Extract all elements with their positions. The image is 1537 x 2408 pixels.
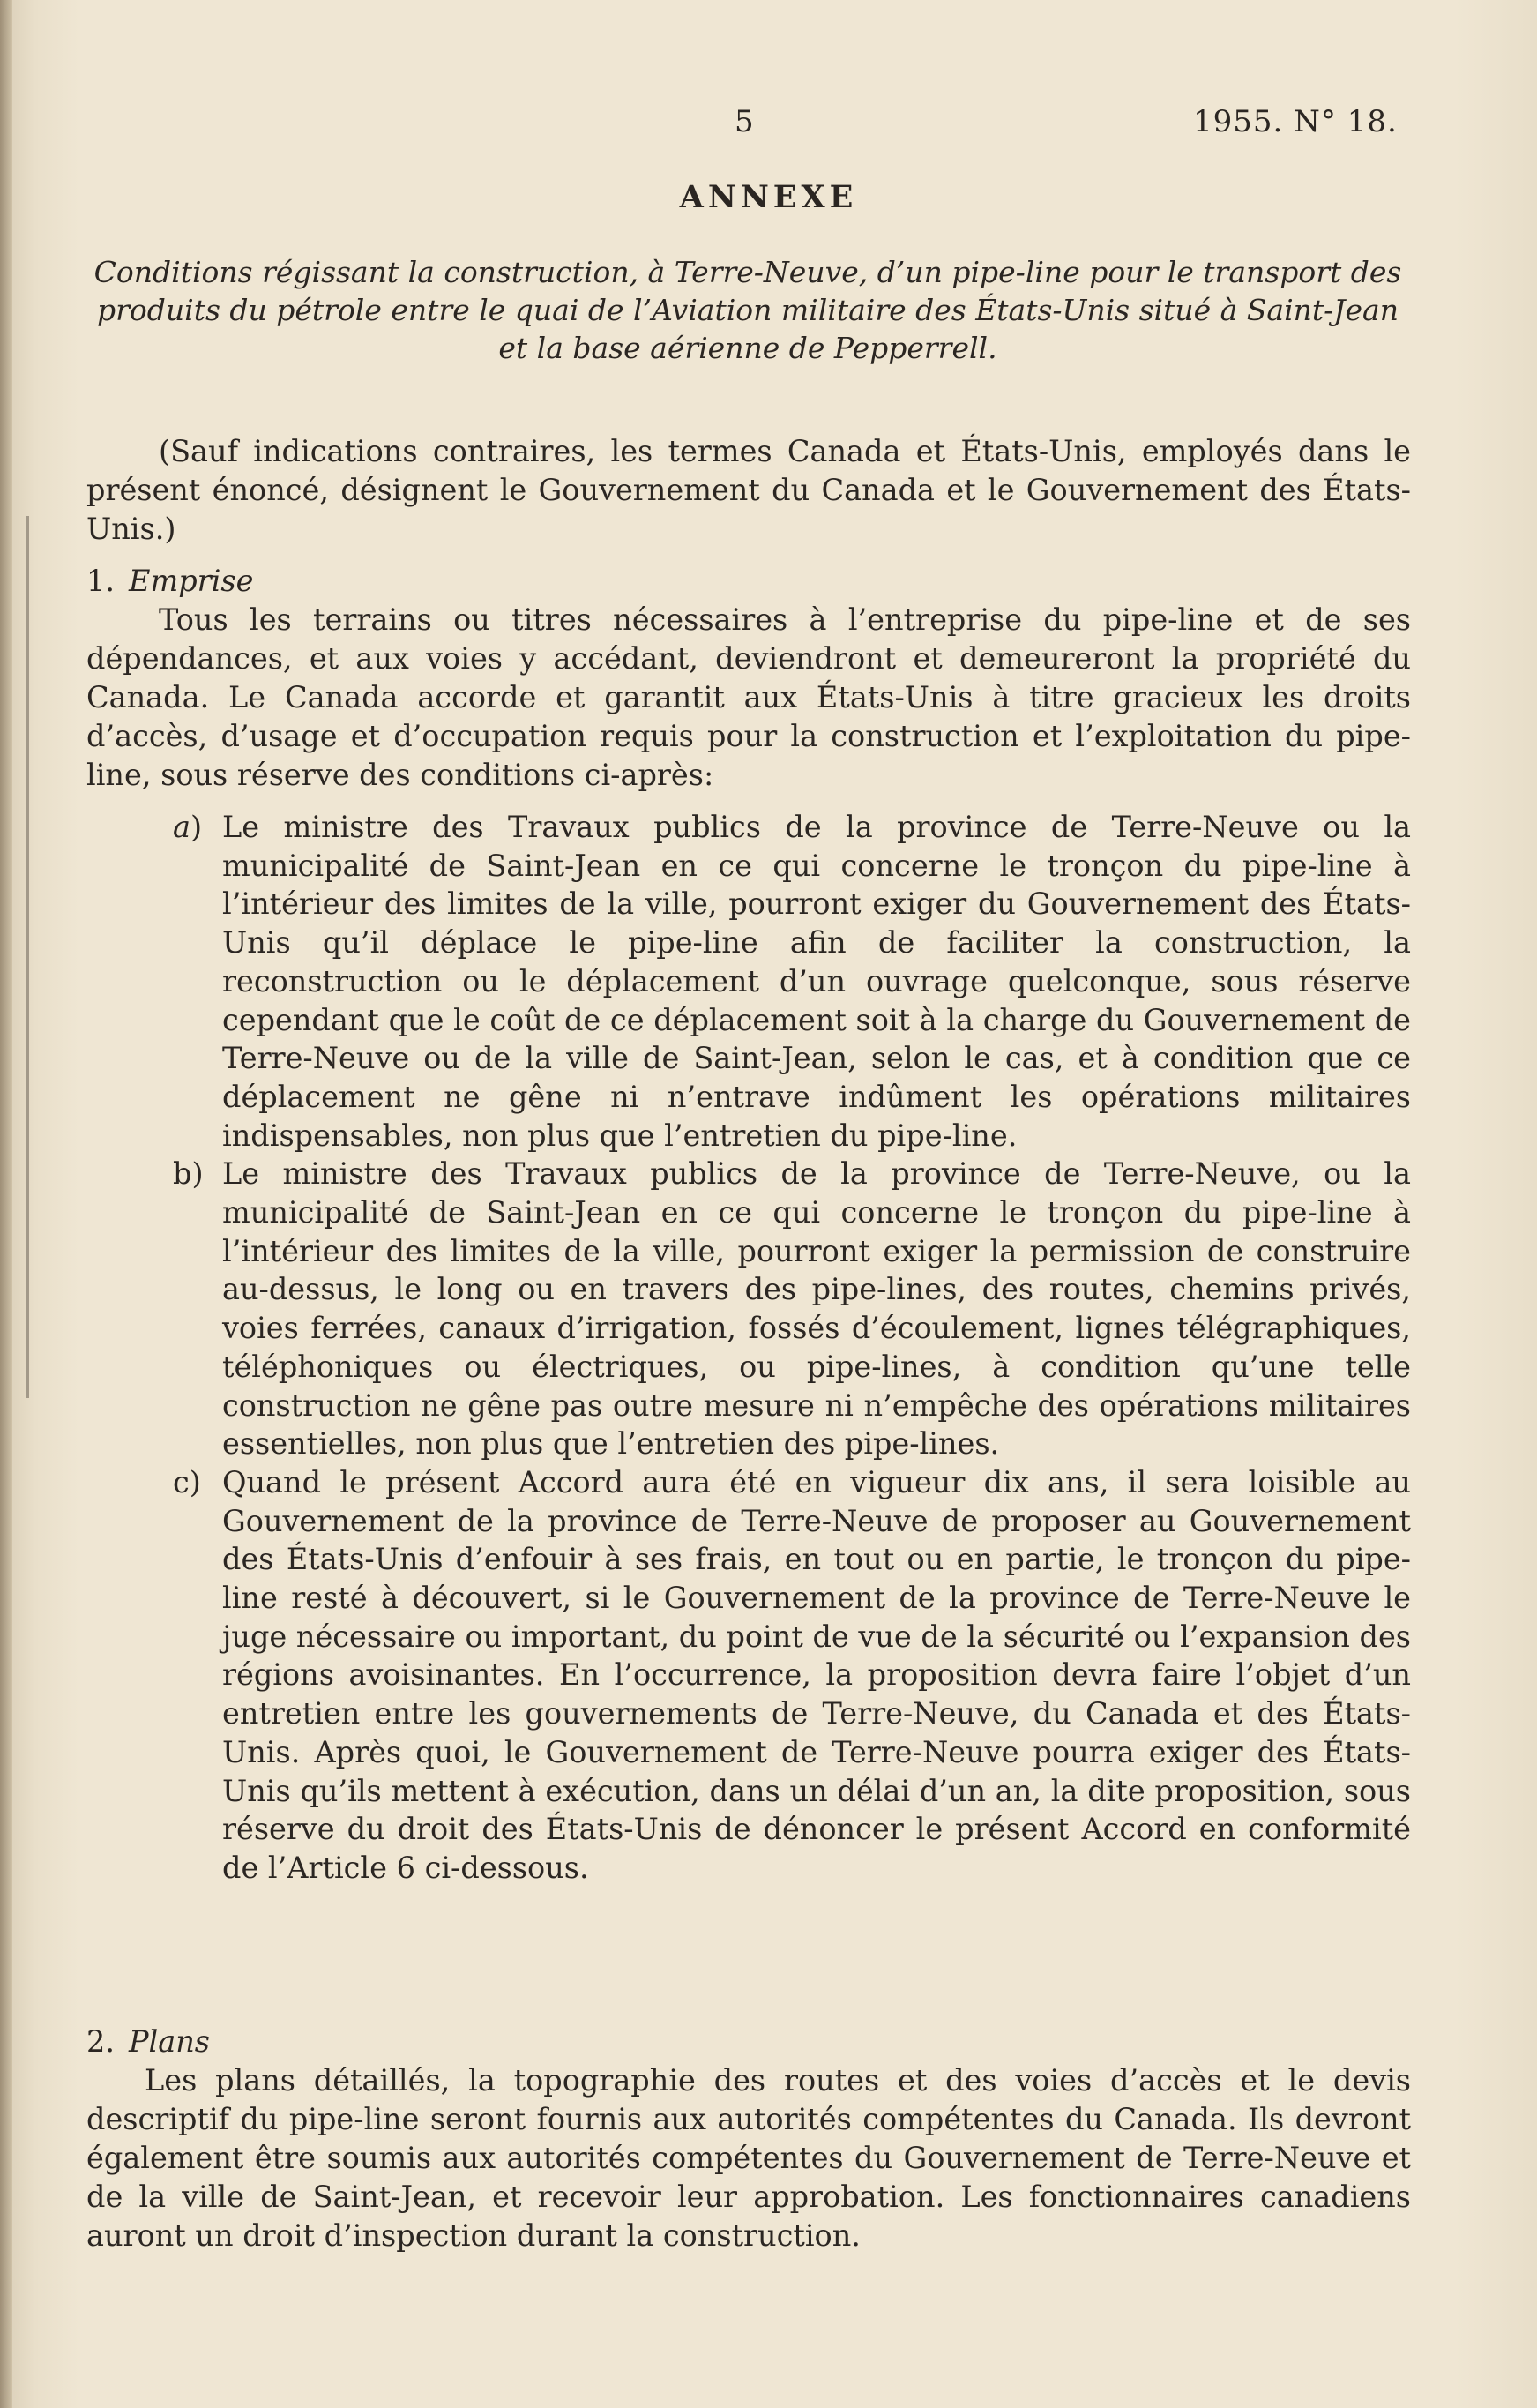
document-reference: 1955. N° 18. [1193,104,1398,139]
condition-label: a) [173,810,203,844]
section-number: 2. [86,2024,115,2059]
condition-label: b) [173,1156,204,1192]
page-binding-edge [0,0,12,2408]
section-title: Plans [129,2024,210,2059]
condition-item-a [173,808,1411,1155]
section-heading-plans [86,2023,210,2061]
condition-item-b [173,1155,1411,1463]
section-paragraph-plans: Les plans détaillés, la topographie des routes et des voies d’accès et le devis descriptif du pipe-line seront fournis aux autorités compétentes du Canada. Ils devront également être soumis aux autorités compétentes du Gouvernement de Terre-Neuve et de la ville de Saint-Jean, et recevoir leur approbation. Les fonctionnaires canadiens auront un droit d’inspection durant la construction. [86,2063,1411,2253]
condition-text: Le ministre des Travaux publics de la province de Terre-Neuve, ou la municipalité de Saint-Jean en ce qui concerne le tronçon du pipe-line à l’intérieur des limites de la ville, pourront exiger la permission de construire au-dessus, le long ou en travers des pipe-lines, des routes, chemins privés, voies ferrées, canaux d’irrigation, fossés d’écoulement, lignes télégraphiques, téléphoniques ou électriques, ou pipe-lines, à condition qu’une telle construction ne gêne pas outre mesure ni n’empêche des opérations militaires essentielles, non plus que l’entretien des pipe-lines. [222,1156,1411,1462]
annex-subtitle: Conditions régissant la construction, à Terre-Neuve, d’un pipe-line pour le transport des produits du pétrole entre le quai de l’Aviation militaire des États-Unis situé à Saint-Jean et la base aérienne de Pepperrell. [93,255,1402,365]
condition-label: c) [173,1464,201,1499]
intro-note: (Sauf indications contraires, les termes Canada et États-Unis, employés dans le présent énoncé, désignent le Gouvernement du Canada et le Gouvernement des États-Unis.) [86,434,1411,546]
margin-rule [26,516,29,1398]
section-heading-emprise [86,562,253,601]
section-number: 1. [86,564,115,598]
condition-list [173,808,1411,1888]
condition-text: Quand le présent Accord aura été en vigueur dix ans, il sera loisible au Gouvernement de la province de Terre-Neuve de proposer au Gouvernement des États-Unis d’enfouir à ses frais, en tout ou en partie, le tronçon du pipe-line resté à découvert, si le Gouvernement de la province de Terre-Neuve le juge nécessaire ou important, du point de vue de la sécurité ou l’expansion des régions avoisinantes. En l’occurrence, la proposition devra faire l’objet d’un entretien entre les gouvernements de Terre-Neuve, du Canada et des États-Unis. Après quoi, le Gouvernement de Terre-Neuve pourra exiger des États-Unis qu’ils mettent à exécution, dans un délai d’un an, la dite proposition, sous réserve du droit des États-Unis de dénoncer le présent Accord en conformité de l’Article 6 ci-dessous. [222,1464,1411,1885]
section-paragraph-emprise: Tous les terrains ou titres nécessaires à l’entreprise du pipe-line et de ses dépendances, et aux voies y accédant, deviendront et demeureront la propriété du Canada. Le Canada accorde et garantit aux États-Unis à titre gracieux les droits d’accès, d’usage et d’occupation requis pour la construction et l’exploitation du pipe-line, sous réserve des conditions ci-après: [86,602,1411,792]
condition-text: Le ministre des Travaux publics de la province de Terre-Neuve ou la municipalité de Saint-Jean en ce qui concerne le tronçon du pipe-line à l’intérieur des limites de la ville, pourront exiger du Gouvernement des États-Unis qu’il déplace le pipe-line afin de faciliter la construction, la reconstruction ou le déplacement d’un ouvrage quelconque, sous réserve cependant que le coût de ce déplacement soit à la charge du Gouvernement de Terre-Neuve ou de la ville de Saint-Jean, selon le cas, et à condition que ce déplacement ne gêne ni n’entrave indûment les opérations militaires indispensables, non plus que l’entretien du pipe-line. [222,810,1411,1153]
page-number: 5 [735,104,754,139]
annex-title: ANNEXE [679,179,858,215]
section-title: Emprise [129,564,254,598]
condition-item-c [173,1463,1411,1888]
